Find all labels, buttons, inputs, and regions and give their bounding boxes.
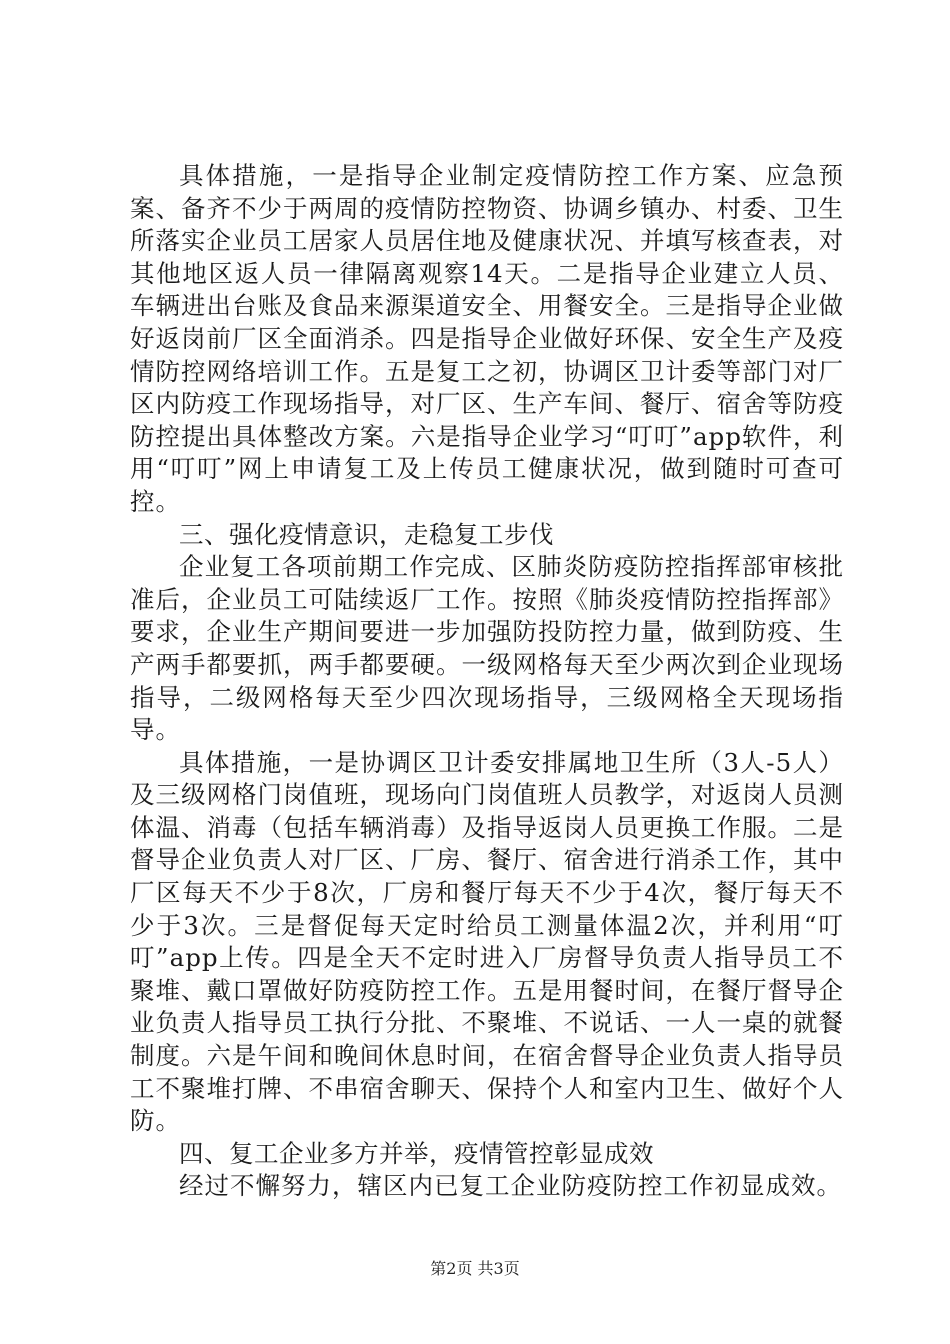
section-heading-3: 三、强化疫情意识，走稳复工步伐: [179, 519, 554, 549]
document-body: [130, 160, 844, 1203]
paragraph-section-3-intro: 企业复工各项前期工作完成、区肺炎防疫防控指挥部审核批准后，企业员工可陆续返厂工作。按照《肺炎疫情防控指挥部》要求，企业生产期间要进一步加强防投防控力量，做到防疫、生产两手都要抓，两手都要硬。一级网格每天至少两次到企业现场指导，二级网格每天至少四次现场指导，三级网格全天现场指导。: [130, 552, 844, 745]
page-number-footer: 第2页 共3页: [430, 1259, 520, 1278]
paragraph-measures-2: 具体措施，一是协调区卫计委安排属地卫生所（3人-5人）及三级网格门岗值班，现场向门岗值班人员教学，对返岗人员测体温、消毒（包括车辆消毒）及指导返岗人员更换工作服。二是督导企业负责人对厂区、厂房、餐厅、宿舍进行消杀工作，其中厂区每天不少于8次，厂房和餐厅每天不少于4次，餐厅每天不少于3次。三是督促每天定时给员工测量体温2次，并利用“叮叮”app上传。四是全天不定时进入厂房督导负责人指导员工不聚堆、戴口罩做好防疫防控工作。五是用餐时间，在餐厅督导企业负责人指导员工执行分批、不聚堆、不说话、一人一桌的就餐制度。六是午间和晚间休息时间，在宿舍督导企业负责人指导员工不聚堆打牌、不串宿舍聊天、保持个人和室内卫生、做好个人防。: [130, 747, 844, 1136]
section-heading-4: 四、复工企业多方并举，疫情管控彰显成效: [179, 1138, 654, 1168]
paragraph-measures-1: 具体措施，一是指导企业制定疫情防控工作方案、应急预案、备齐不少于两周的疫情防控物资、协调乡镇办、村委、卫生所落实企业员工居家人员居住地及健康状况、并填写核查表，对其他地区返人员一律隔离观察14天。二是指导企业建立人员、车辆进出台账及食品来源渠道安全、用餐安全。三是指导企业做好返岗前厂区全面消杀。四是指导企业做好环保、安全生产及疫情防控网络培训工作。五是复工之初，协调区卫计委等部门对厂区内防疫工作现场指导，对厂区、生产车间、餐厅、宿舍等防疫防控提出具体整改方案。六是指导企业学习“叮叮”app软件，利用“叮叮”网上申请复工及上传员工健康状况，做到随时可查可控。: [130, 161, 844, 516]
paragraph-section-4-intro: 经过不懈努力，辖区内已复工企业防疫防控工作初显成效。: [179, 1171, 842, 1201]
